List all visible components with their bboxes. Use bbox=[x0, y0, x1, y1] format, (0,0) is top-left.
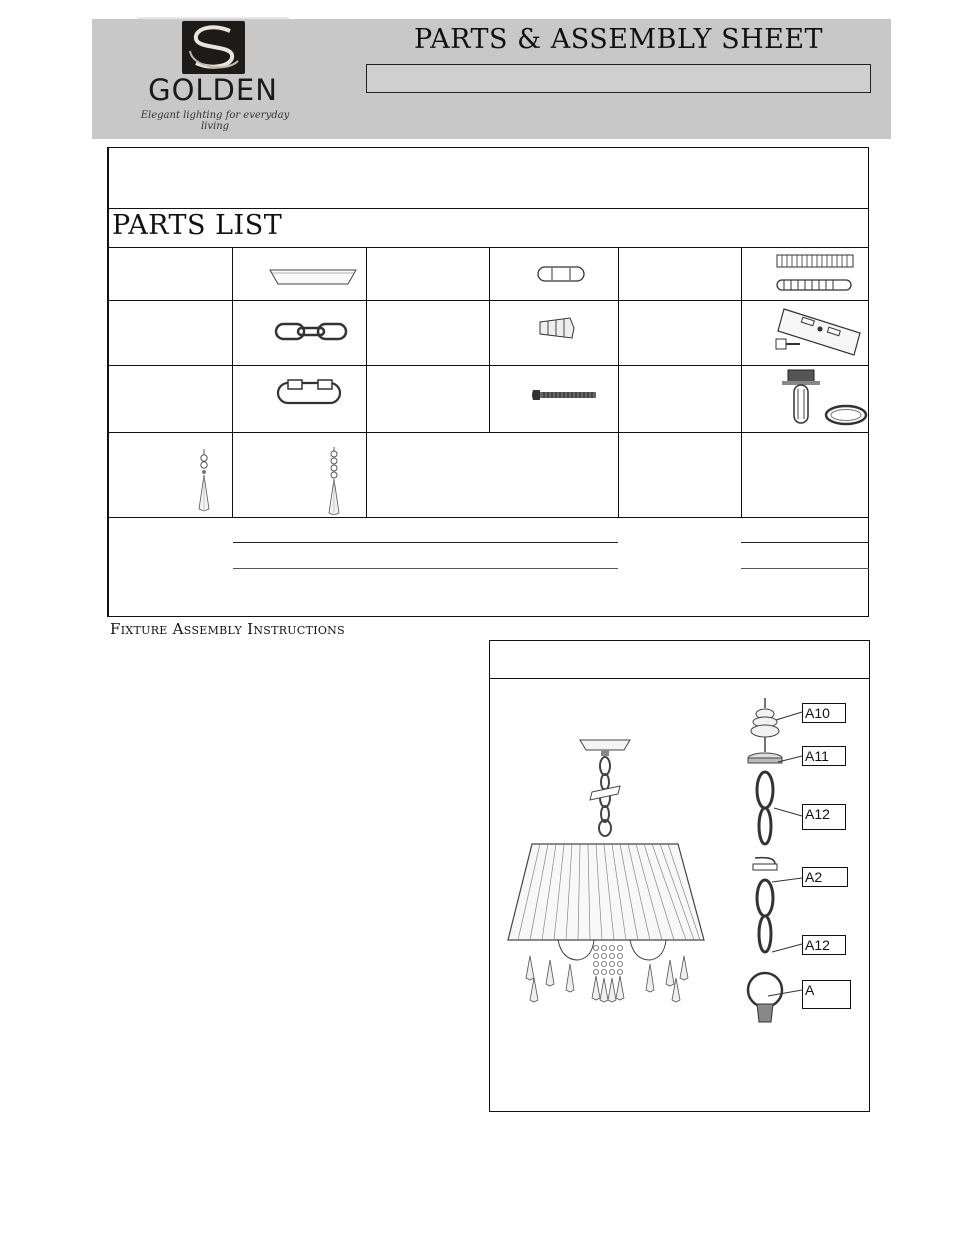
brand-logo-mark bbox=[182, 21, 245, 74]
callout-label: A bbox=[802, 980, 851, 1009]
signature-line bbox=[233, 568, 618, 569]
callout-label: A12 bbox=[802, 935, 846, 955]
table-divider bbox=[108, 432, 869, 433]
callout-label: A12 bbox=[802, 804, 846, 830]
diagram-header-divider bbox=[489, 678, 870, 679]
table-column-line bbox=[232, 247, 233, 517]
socket-part-icon bbox=[780, 367, 870, 435]
chandelier-illustration bbox=[500, 728, 715, 1012]
table-column-line bbox=[366, 247, 367, 517]
brand-tagline: Elegant lighting for everyday living bbox=[140, 110, 290, 132]
signature-line bbox=[233, 542, 618, 543]
callout-label: A10 bbox=[802, 703, 846, 723]
crystal-drop-short-icon bbox=[192, 449, 216, 517]
screw-part-icon bbox=[530, 386, 600, 408]
model-number-field bbox=[366, 64, 871, 93]
threaded-rod-part-icon bbox=[774, 252, 856, 300]
mounting-strap-part-icon bbox=[772, 303, 866, 369]
canopy-part-icon bbox=[268, 266, 358, 294]
parts-list-title: PARTS LIST bbox=[112, 210, 283, 241]
signature-line bbox=[741, 542, 869, 543]
chain-part-icon bbox=[272, 318, 352, 350]
table-column-line bbox=[489, 247, 490, 432]
brand-name: GOLDEN bbox=[148, 73, 278, 107]
signature-line bbox=[741, 568, 869, 569]
callout-leader-lines bbox=[760, 700, 810, 1000]
table-column-line bbox=[741, 247, 742, 517]
wire-nut-part-icon bbox=[536, 316, 580, 348]
logo-top-rule bbox=[137, 17, 289, 19]
table-column-line bbox=[618, 247, 619, 517]
page-title: PARTS & ASSEMBLY SHEET bbox=[414, 24, 824, 55]
crossbar-part-icon bbox=[536, 264, 586, 288]
instructions-heading: Fixture Assembly Instructions bbox=[110, 620, 345, 638]
callout-label: A2 bbox=[802, 867, 848, 887]
quick-link-part-icon bbox=[274, 378, 346, 412]
table-divider bbox=[108, 208, 869, 209]
crystal-drop-long-icon bbox=[322, 447, 346, 519]
table-divider bbox=[108, 517, 869, 518]
callout-label: A11 bbox=[802, 746, 846, 766]
